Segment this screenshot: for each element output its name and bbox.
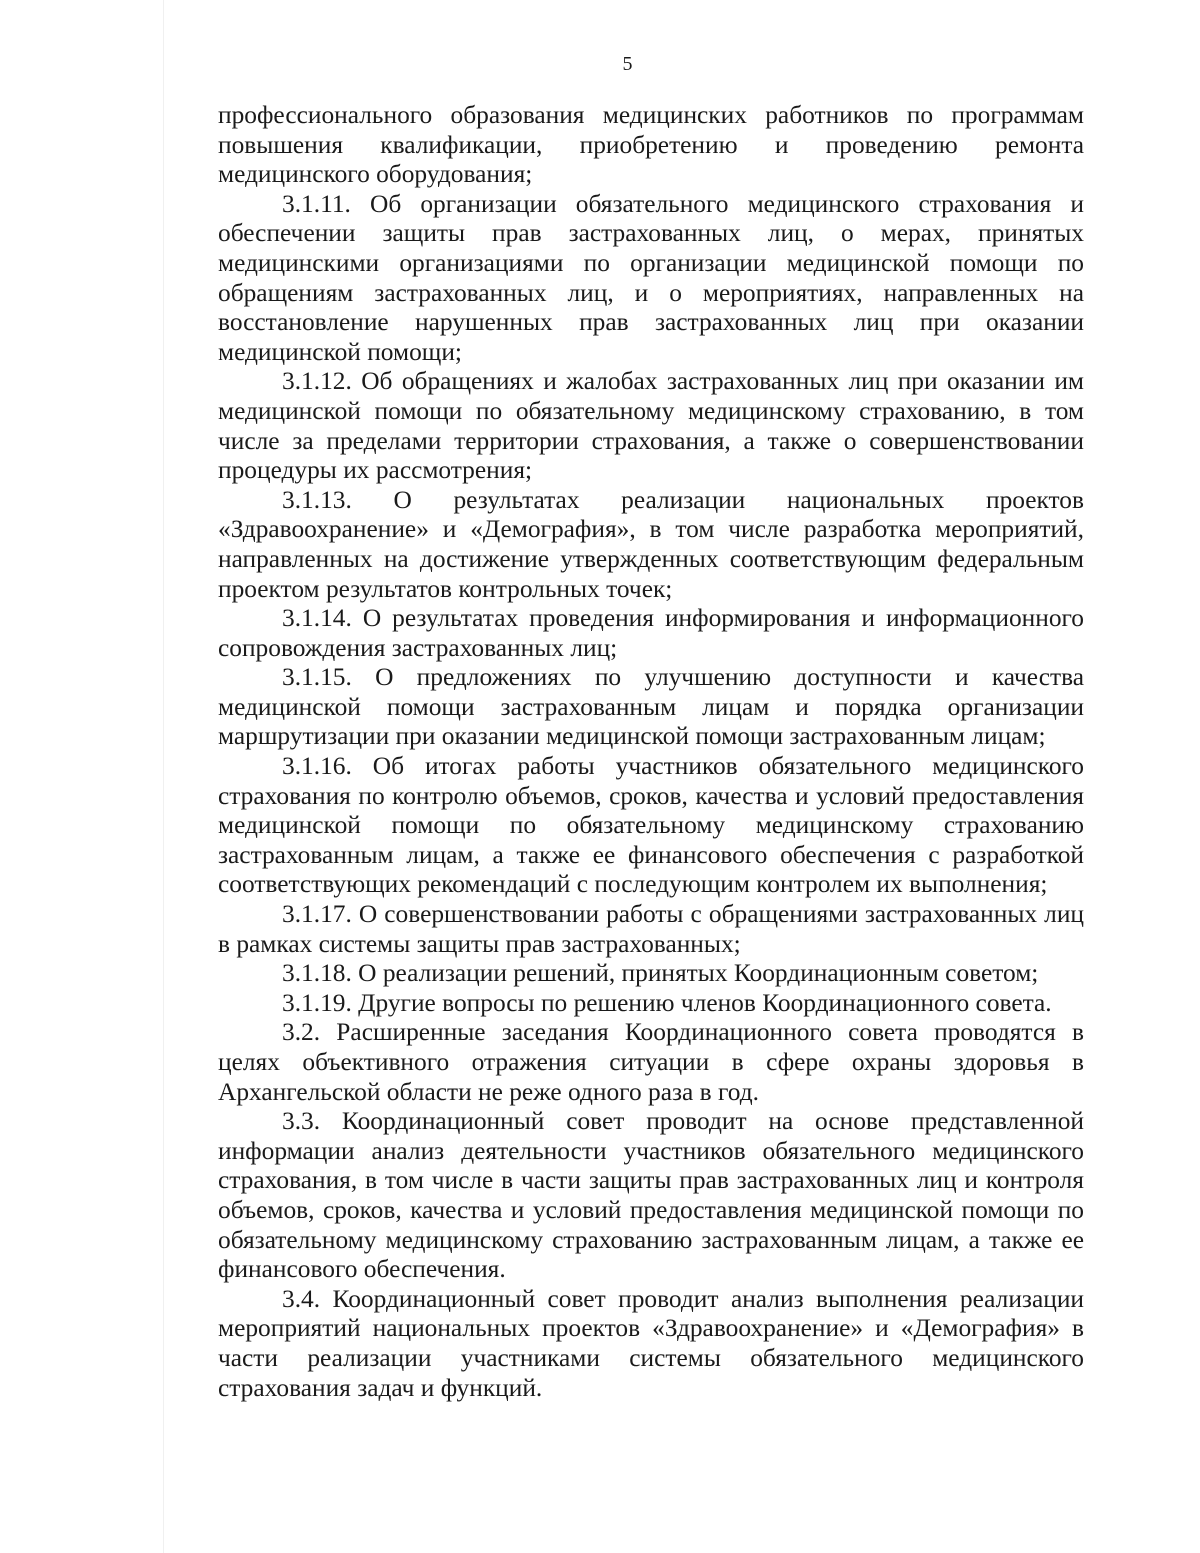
paragraph-3-1-16: 3.1.16. Об итогах работы участников обязательного медицинского страхования по контролю объемов, сроков, качества и условий предоставления медицинской помощи по обязательному медицинскому страхованию застрахованным лицам, а также ее финансового обеспечения с разработкой соответствующих рекомендаций с последующим контролем их выполнения; [218, 752, 1084, 899]
paragraph-3-4: 3.4. Координационный совет проводит анализ выполнения реализации мероприятий национальных проектов «Здравоохранение» и «Демография» в части реализации участниками системы обязательного медицинского страхования задач и функций. [218, 1284, 1084, 1402]
paragraph-3-1-14: 3.1.14. О результатах проведения информирования и информационного сопровождения застрахованных лиц; [218, 604, 1084, 662]
paragraph-continuation: профессионального образования медицинских работников по программам повышения квалификации, приобретению и проведению ремонта медицинского оборудования; [218, 101, 1084, 189]
paragraph-3-1-17: 3.1.17. О совершенствовании работы с обращениями застрахованных лиц в рамках системы защиты прав застрахованных; [218, 900, 1084, 958]
paragraph-3-3: 3.3. Координационный совет проводит на основе представленной информации анализ деятельности участников обязательного медицинского страхования, в том числе в части защиты прав застрахованных лиц и контроля объемов, сроков, качества и условий предоставления медицинской помощи по обязательному медицинскому страхованию застрахованным лицам, а также ее финансового обеспечения. [218, 1107, 1084, 1284]
paragraph-3-1-19: 3.1.19. Другие вопросы по решению членов Координационного совета. [282, 988, 1052, 1017]
scan-edge-line [163, 0, 164, 1553]
page-number: 5 [622, 53, 633, 75]
paragraph-3-1-13: 3.1.13. О результатах реализации национальных проектов «Здравоохранение» и «Демография», в том числе разработка мероприятий, направленных на достижение утвержденных соответствующим федеральным проектом результатов контрольных точек; [218, 485, 1084, 603]
paragraph-3-1-18: 3.1.18. О реализации решений, принятых Координационным советом; [282, 959, 1039, 988]
document-body [218, 101, 1084, 1403]
paragraph-3-1-12: 3.1.12. Об обращениях и жалобах застрахованных лиц при оказании им медицинской помощи по обязательному медицинскому страхованию, в том числе за пределами территории страхования, а также о совершенствовании процедуры их рассмотрения; [218, 367, 1084, 485]
paragraph-3-1-11: 3.1.11. Об организации обязательного медицинского страхования и обеспечении защиты прав застрахованных лиц, о мерах, принятых медицинскими организациями по организации медицинской помощи по обращениям застрахованных лиц, и о мероприятиях, направленных на восстановление нарушенных прав застрахованных лиц при оказании медицинской помощи; [218, 189, 1084, 366]
paragraph-3-1-15: 3.1.15. О предложениях по улучшению доступности и качества медицинской помощи застрахованным лицам и порядка организации маршрутизации при оказании медицинской помощи застрахованным лицам; [218, 663, 1084, 751]
paragraph-3-2: 3.2. Расширенные заседания Координационного совета проводятся в целях объективного отражения ситуации в сфере охраны здоровья в Архангельской области не реже одного раза в год. [218, 1018, 1084, 1106]
